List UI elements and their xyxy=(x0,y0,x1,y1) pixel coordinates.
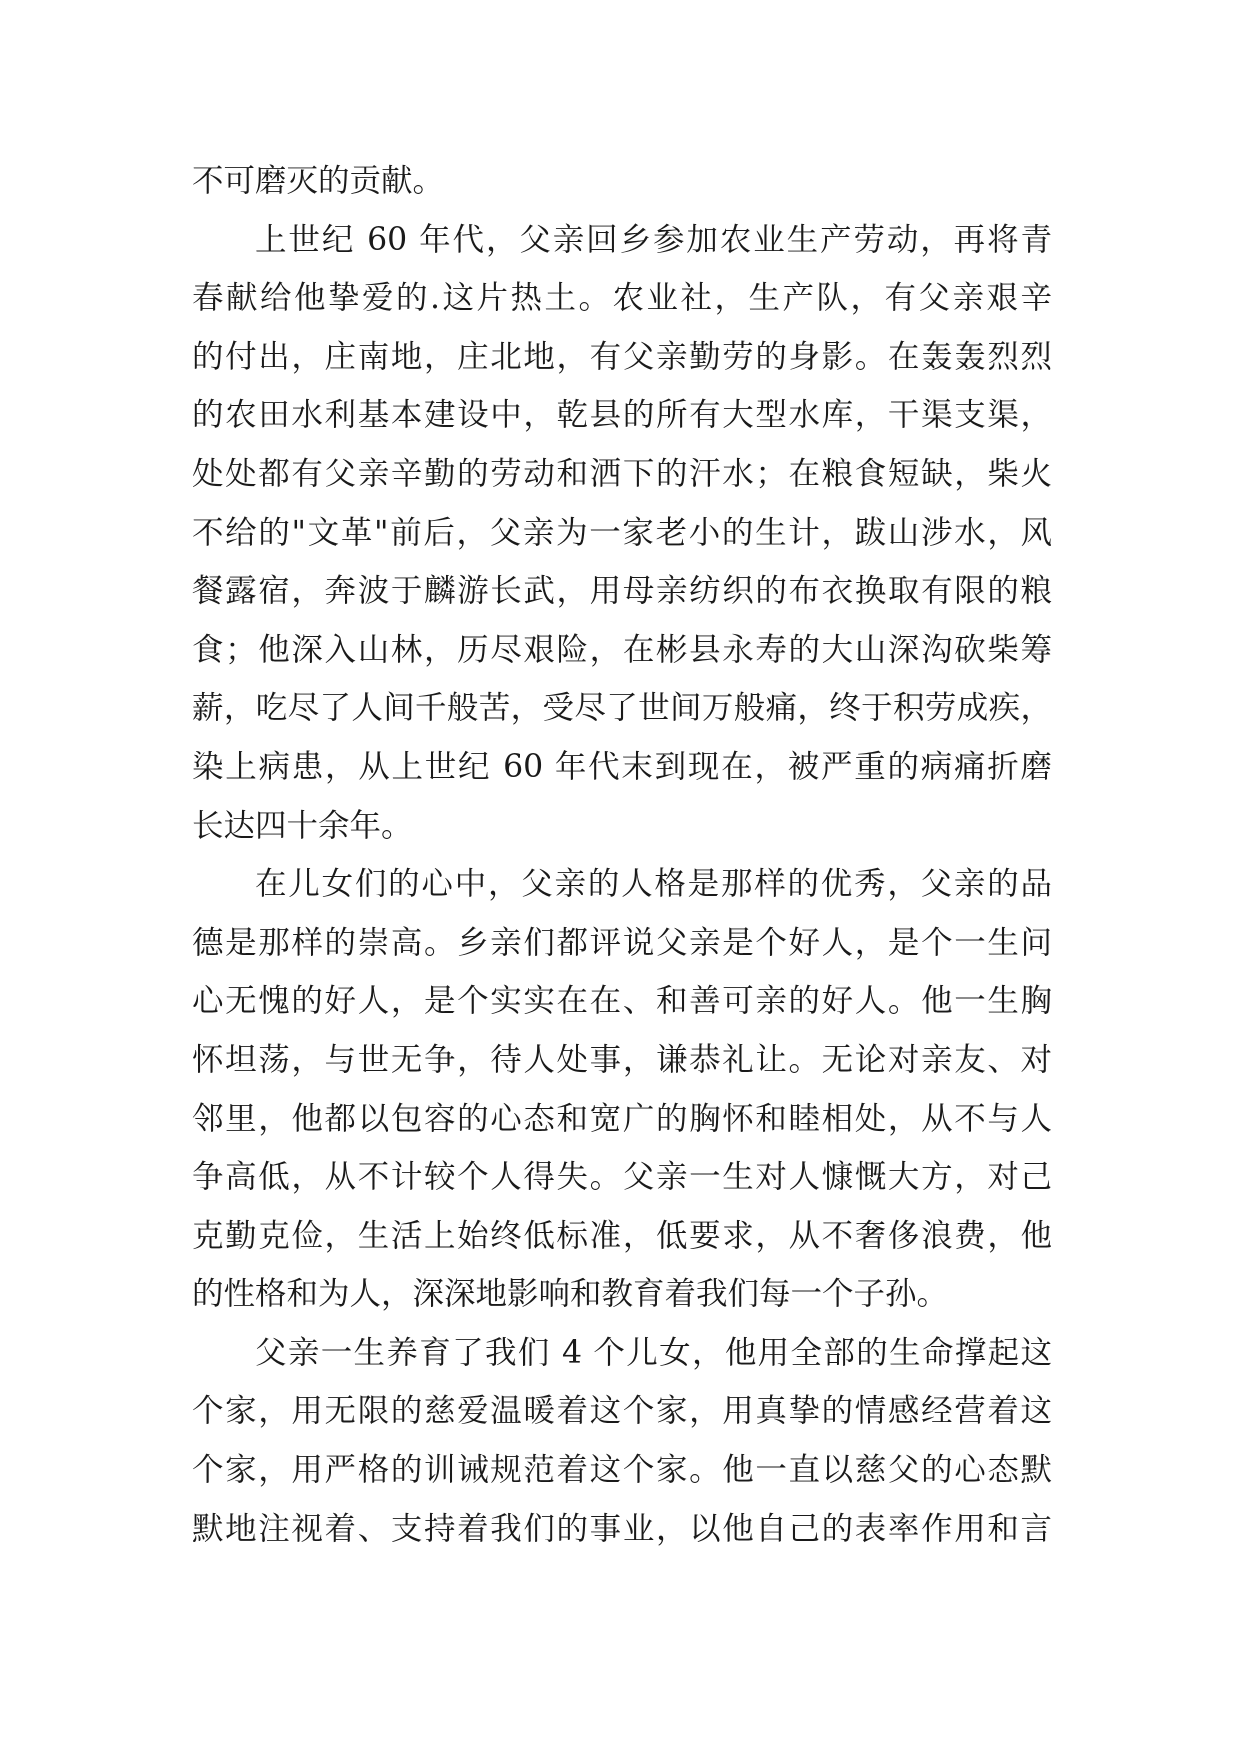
text-line: 不可磨灭的贡献。 xyxy=(192,163,445,199)
text-line: 怀坦荡，与世无争，待人处事，谦恭礼让。无论对亲友、对 xyxy=(192,1041,1052,1078)
text-line: 心无愧的好人，是个实实在在、和善可亲的好人。他一生胸 xyxy=(192,983,1052,1020)
text-line: 薪，吃尽了人间千般苦，受尽了世间万般痛，终于积劳成疾， xyxy=(192,690,1052,727)
text-line: 的付出，庄南地，庄北地，有父亲勤劳的身影。在轰轰烈烈 xyxy=(192,338,1052,375)
text-line: 个家，用严格的训诫规范着这个家。他一直以慈父的心态默 xyxy=(192,1452,1052,1489)
text-line: 不给的"文革"前后，父亲为一家老小的生计，跋山涉水，风 xyxy=(192,514,1052,551)
text-line: 染上病患，从上世纪 60 年代末到现在，被严重的病痛折磨 xyxy=(192,748,1052,785)
text-line: 食；他深入山林，历尽艰险，在彬县永寿的大山深沟砍柴筹 xyxy=(192,631,1052,668)
text-line: 春献给他挚爱的.这片热土。农业社，生产队，有父亲艰辛 xyxy=(192,280,1052,317)
text-line: 个家，用无限的慈爱温暖着这个家，用真挚的情感经营着这 xyxy=(192,1393,1052,1430)
text-line: 的性格和为人，深深地影响和教育着我们每一个子孙。 xyxy=(192,1276,949,1313)
paragraph-first-line: 在儿女们的心中，父亲的人格是那样的优秀，父亲的品 xyxy=(255,866,1052,903)
text-line: 默地注视着、支持着我们的事业，以他自己的表率作用和言 xyxy=(192,1510,1052,1547)
paragraph-first-line: 父亲一生养育了我们 4 个儿女，他用全部的生命撑起这 xyxy=(255,1334,1052,1371)
text-line: 德是那样的崇高。乡亲们都评说父亲是个好人，是个一生问 xyxy=(192,924,1052,961)
text-line: 餐露宿，奔波于麟游长武，用母亲纺织的布衣换取有限的粮 xyxy=(192,573,1052,610)
text-line: 克勤克俭，生活上始终低标准，低要求，从不奢侈浪费，他 xyxy=(192,1217,1052,1254)
paragraph-first-line: 上世纪 60 年代，父亲回乡参加农业生产劳动，再将青 xyxy=(255,221,1052,258)
text-line: 的农田水利基本建设中，乾县的所有大型水库，干渠支渠， xyxy=(192,397,1052,434)
text-line: 邻里，他都以包容的心态和宽广的胸怀和睦相处，从不与人 xyxy=(192,1100,1052,1137)
text-line: 长达四十余年。 xyxy=(192,807,413,844)
text-line: 处处都有父亲辛勤的劳动和洒下的汗水；在粮食短缺，柴火 xyxy=(192,455,1052,492)
document-body xyxy=(192,152,1052,1558)
text-line: 争高低，从不计较个人得失。父亲一生对人慷慨大方，对己 xyxy=(192,1159,1052,1196)
